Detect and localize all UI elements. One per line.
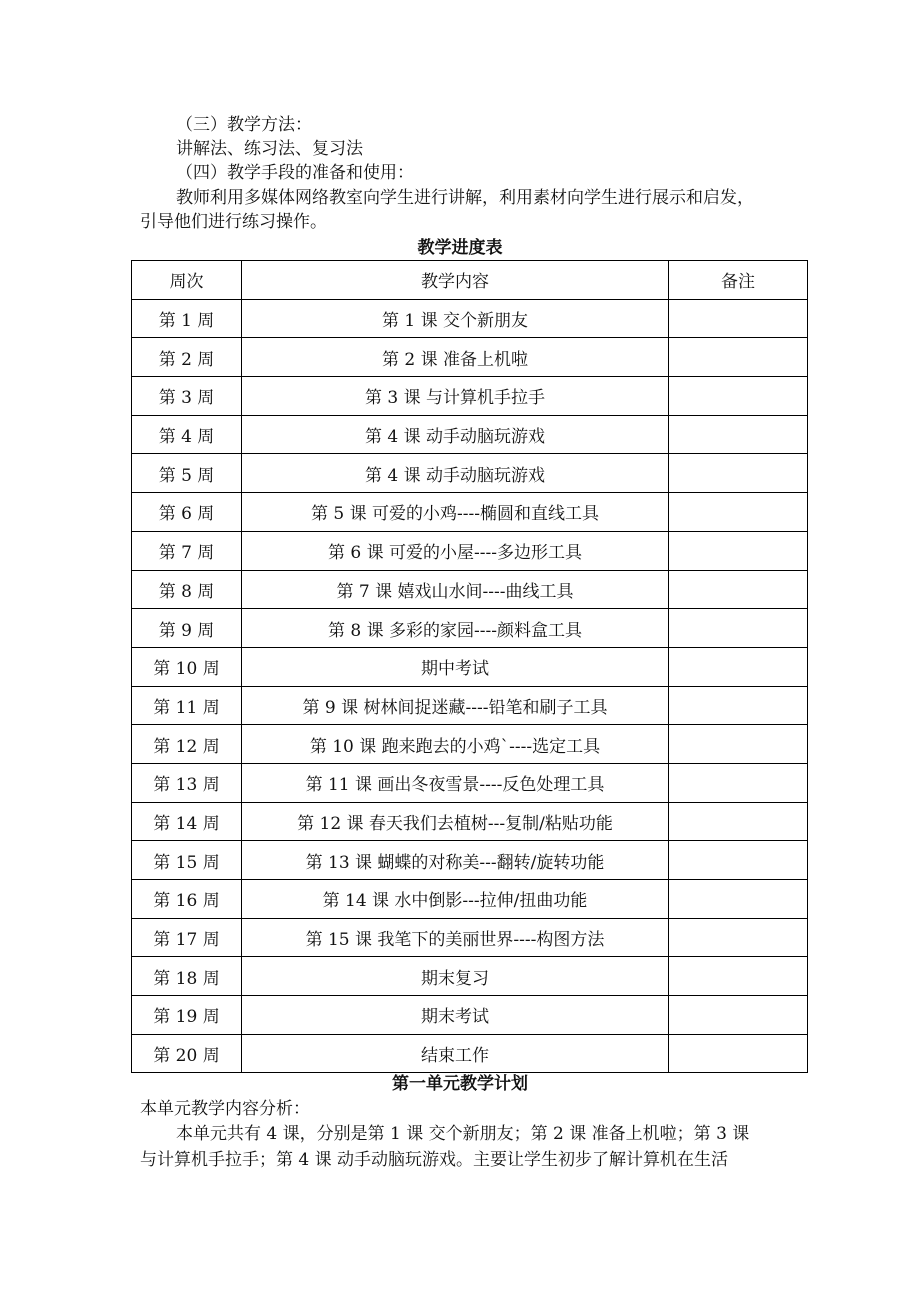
content-cell: 第 4 课 动手动脑玩游戏 [242, 454, 669, 493]
table-row [132, 647, 808, 686]
content-cell: 期末考试 [242, 996, 669, 1035]
table-row [132, 609, 808, 648]
table-row [132, 725, 808, 764]
note-cell [669, 338, 808, 377]
week-cell: 第 19 周 [132, 996, 242, 1035]
schedule-title: 教学进度表 [417, 238, 503, 258]
table-row [132, 299, 808, 338]
content-cell: 第 13 课 蝴蝶的对称美---翻转/旋转功能 [242, 841, 669, 880]
table-row [132, 1034, 808, 1073]
week-cell: 第 7 周 [132, 531, 242, 570]
content-cell: 期中考试 [242, 647, 669, 686]
content-cell: 第 12 课 春天我们去植树---复制/粘贴功能 [242, 802, 669, 841]
note-cell [669, 686, 808, 725]
table-row [132, 415, 808, 454]
content-cell: 第 9 课 树林间捉迷藏----铅笔和刷子工具 [242, 686, 669, 725]
note-cell [669, 880, 808, 919]
week-cell: 第 11 周 [132, 686, 242, 725]
week-cell: 第 2 周 [132, 338, 242, 377]
note-cell [669, 1034, 808, 1073]
header-week: 周次 [132, 261, 242, 300]
teaching-means-text-line2: 引导他们进行练习操作。 [140, 212, 327, 232]
week-cell: 第 4 周 [132, 415, 242, 454]
note-cell [669, 841, 808, 880]
teaching-method-heading: （三）教学方法： [176, 115, 312, 135]
week-cell: 第 15 周 [132, 841, 242, 880]
note-cell [669, 996, 808, 1035]
content-cell: 第 7 课 嬉戏山水间----曲线工具 [242, 570, 669, 609]
table-row [132, 841, 808, 880]
unit-analysis-heading: 本单元教学内容分析： [140, 1099, 310, 1119]
content-cell: 第 10 课 跑来跑去的小鸡`----选定工具 [242, 725, 669, 764]
table-row [132, 377, 808, 416]
week-cell: 第 10 周 [132, 647, 242, 686]
note-cell [669, 647, 808, 686]
unit-plan-title: 第一单元教学计划 [392, 1074, 528, 1094]
week-cell: 第 8 周 [132, 570, 242, 609]
week-cell: 第 13 周 [132, 763, 242, 802]
table-row [132, 957, 808, 996]
table-row [132, 493, 808, 532]
content-cell: 第 6 课 可爱的小屋----多边形工具 [242, 531, 669, 570]
week-cell: 第 9 周 [132, 609, 242, 648]
note-cell [669, 802, 808, 841]
header-note: 备注 [669, 261, 808, 300]
teaching-method-text: 讲解法、练习法、复习法 [176, 139, 363, 159]
table-row [132, 802, 808, 841]
note-cell [669, 570, 808, 609]
week-cell: 第 17 周 [132, 918, 242, 957]
note-cell [669, 493, 808, 532]
week-cell: 第 18 周 [132, 957, 242, 996]
table-row [132, 763, 808, 802]
content-cell: 结束工作 [242, 1034, 669, 1073]
week-cell: 第 12 周 [132, 725, 242, 764]
content-cell: 期末复习 [242, 957, 669, 996]
teaching-means-heading: （四）教学手段的准备和使用： [176, 163, 414, 183]
schedule-body [132, 299, 808, 1073]
note-cell [669, 609, 808, 648]
table-row [132, 880, 808, 919]
unit-analysis-line1: 本单元共有 4 课，分别是第 1 课 交个新朋友；第 2 课 准备上机啦；第 3 课 [176, 1124, 750, 1144]
week-cell: 第 20 周 [132, 1034, 242, 1073]
content-cell: 第 8 课 多彩的家园----颜料盒工具 [242, 609, 669, 648]
table-row [132, 686, 808, 725]
content-cell: 第 5 课 可爱的小鸡----椭圆和直线工具 [242, 493, 669, 532]
schedule-table [131, 260, 808, 1073]
note-cell [669, 454, 808, 493]
table-row [132, 570, 808, 609]
table-row [132, 918, 808, 957]
content-cell: 第 15 课 我笔下的美丽世界----构图方法 [242, 918, 669, 957]
note-cell [669, 957, 808, 996]
content-cell: 第 1 课 交个新朋友 [242, 299, 669, 338]
content-cell: 第 4 课 动手动脑玩游戏 [242, 415, 669, 454]
unit-analysis-line2: 与计算机手拉手；第 4 课 动手动脑玩游戏。主要让学生初步了解计算机在生活 [140, 1150, 729, 1170]
note-cell [669, 725, 808, 764]
header-content: 教学内容 [242, 261, 669, 300]
week-cell: 第 1 周 [132, 299, 242, 338]
week-cell: 第 5 周 [132, 454, 242, 493]
content-cell: 第 14 课 水中倒影---拉伸/扭曲功能 [242, 880, 669, 919]
table-row [132, 338, 808, 377]
content-cell: 第 11 课 画出冬夜雪景----反色处理工具 [242, 763, 669, 802]
note-cell [669, 299, 808, 338]
teaching-means-text-line1: 教师利用多媒体网络教室向学生进行讲解，利用素材向学生进行展示和启发， [176, 188, 754, 208]
week-cell: 第 16 周 [132, 880, 242, 919]
note-cell [669, 531, 808, 570]
week-cell: 第 6 周 [132, 493, 242, 532]
table-row [132, 996, 808, 1035]
table-row [132, 531, 808, 570]
note-cell [669, 415, 808, 454]
table-header-row [132, 261, 808, 300]
week-cell: 第 14 周 [132, 802, 242, 841]
content-cell: 第 3 课 与计算机手拉手 [242, 377, 669, 416]
table-row [132, 454, 808, 493]
note-cell [669, 377, 808, 416]
content-cell: 第 2 课 准备上机啦 [242, 338, 669, 377]
note-cell [669, 918, 808, 957]
note-cell [669, 763, 808, 802]
week-cell: 第 3 周 [132, 377, 242, 416]
